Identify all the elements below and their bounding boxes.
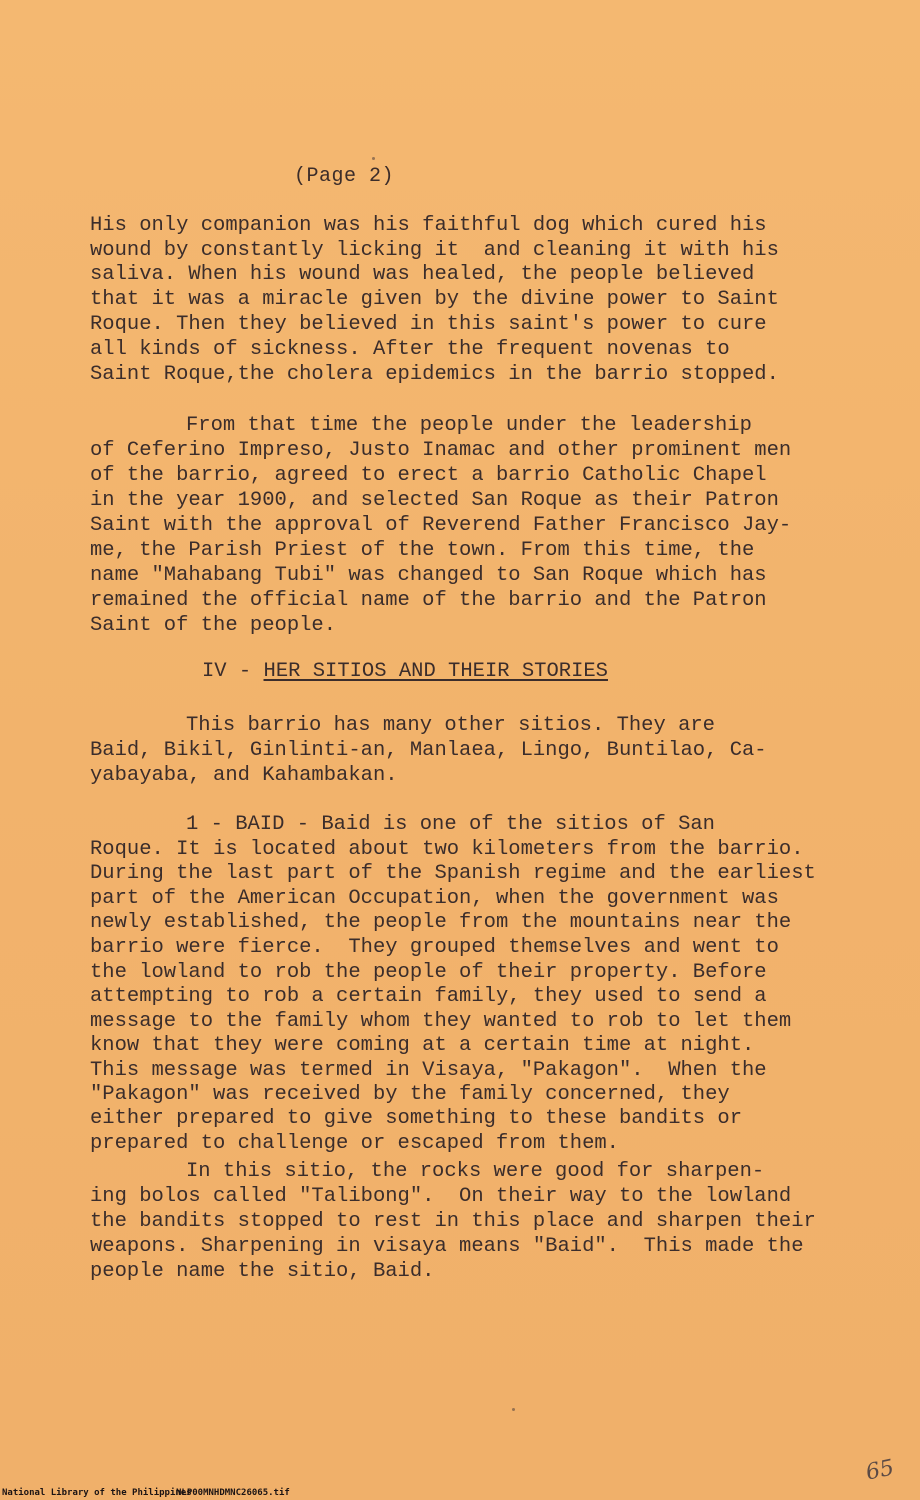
footer-library-name: National Library of the Philippines — [2, 1488, 192, 1498]
text-line: Saint of the people. — [90, 614, 337, 637]
text-line: 1 - BAID - Baid is one of the sitios of San — [186, 813, 715, 836]
text-line: that it was a miracle given by the divine power to Saint — [90, 288, 779, 311]
section-heading — [202, 660, 608, 683]
text-line: prepared to challenge or escaped from them. — [90, 1132, 619, 1155]
text-line: message to the family whom they wanted to rob to let them — [90, 1010, 792, 1033]
text-line: ing bolos called "Talibong". On their way to the lowland — [90, 1185, 792, 1208]
text-line: wound by constantly licking it and cleaning it with his — [90, 239, 779, 262]
text-line: Roque. It is located about two kilometers from the barrio. — [90, 838, 804, 861]
text-line: of the barrio, agreed to erect a barrio Catholic Chapel — [90, 464, 767, 487]
text-line: in the year 1900, and selected San Roque as their Patron — [90, 489, 779, 512]
text-line: of Ceferino Impreso, Justo Inamac and other prominent men — [90, 439, 792, 462]
text-line: attempting to rob a certain family, they used to send a — [90, 985, 767, 1008]
page-number-heading: (Page 2) — [294, 165, 395, 188]
text-line: remained the official name of the barrio and the Patron — [90, 589, 767, 612]
text-line: "Pakagon" was received by the family concerned, they — [90, 1083, 730, 1106]
text-line: the bandits stopped to rest in this place and sharpen their — [90, 1210, 816, 1233]
ink-speck — [512, 1408, 515, 1411]
text-line: This barrio has many other sitios. They are — [186, 714, 715, 737]
text-line: Baid, Bikil, Ginlinti-an, Manlaea, Lingo, Buntilao, Ca- — [90, 739, 767, 762]
text-line: barrio were fierce. They grouped themselves and went to — [90, 936, 779, 959]
text-line: His only companion was his faithful dog which cured his — [90, 214, 767, 237]
text-line: This message was termed in Visaya, "Pakagon". When the — [90, 1059, 767, 1082]
ink-speck — [372, 157, 375, 160]
text-line: either prepared to give something to these bandits or — [90, 1107, 743, 1130]
text-line: Saint Roque,the cholera epidemics in the barrio stopped. — [90, 363, 779, 386]
text-line: the lowland to rob the people of their property. Before — [90, 961, 767, 984]
section-number: IV - — [202, 660, 264, 683]
text-line: part of the American Occupation, when the government was — [90, 887, 779, 910]
text-line: saliva. When his wound was healed, the people believed — [90, 263, 755, 286]
text-line: From that time the people under the leadership — [186, 414, 752, 437]
handwritten-folio-number: 65 — [863, 1455, 897, 1486]
text-line: know that they were coming at a certain time at night. — [90, 1034, 755, 1057]
text-line: During the last part of the Spanish regime and the earliest — [90, 862, 816, 885]
text-line: all kinds of sickness. After the frequent novenas to — [90, 338, 730, 361]
text-line: yabayaba, and Kahambakan. — [90, 764, 398, 787]
text-line: me, the Parish Priest of the town. From this time, the — [90, 539, 755, 562]
section-title: HER SITIOS AND THEIR STORIES — [263, 660, 608, 683]
text-line: Saint with the approval of Reverend Father Francisco Jay- — [90, 514, 792, 537]
text-line: In this sitio, the rocks were good for sharpen- — [186, 1160, 765, 1183]
text-line: newly established, the people from the mountains near the — [90, 911, 792, 934]
text-line: Roque. Then they believed in this saint's power to cure — [90, 313, 767, 336]
text-line: name "Mahabang Tubi" was changed to San Roque which has — [90, 564, 767, 587]
footer-file-id: NLP00MNHDMNC26065.tif — [176, 1488, 290, 1498]
text-line: people name the sitio, Baid. — [90, 1260, 435, 1283]
text-line: weapons. Sharpening in visaya means "Baid". This made the — [90, 1235, 804, 1258]
